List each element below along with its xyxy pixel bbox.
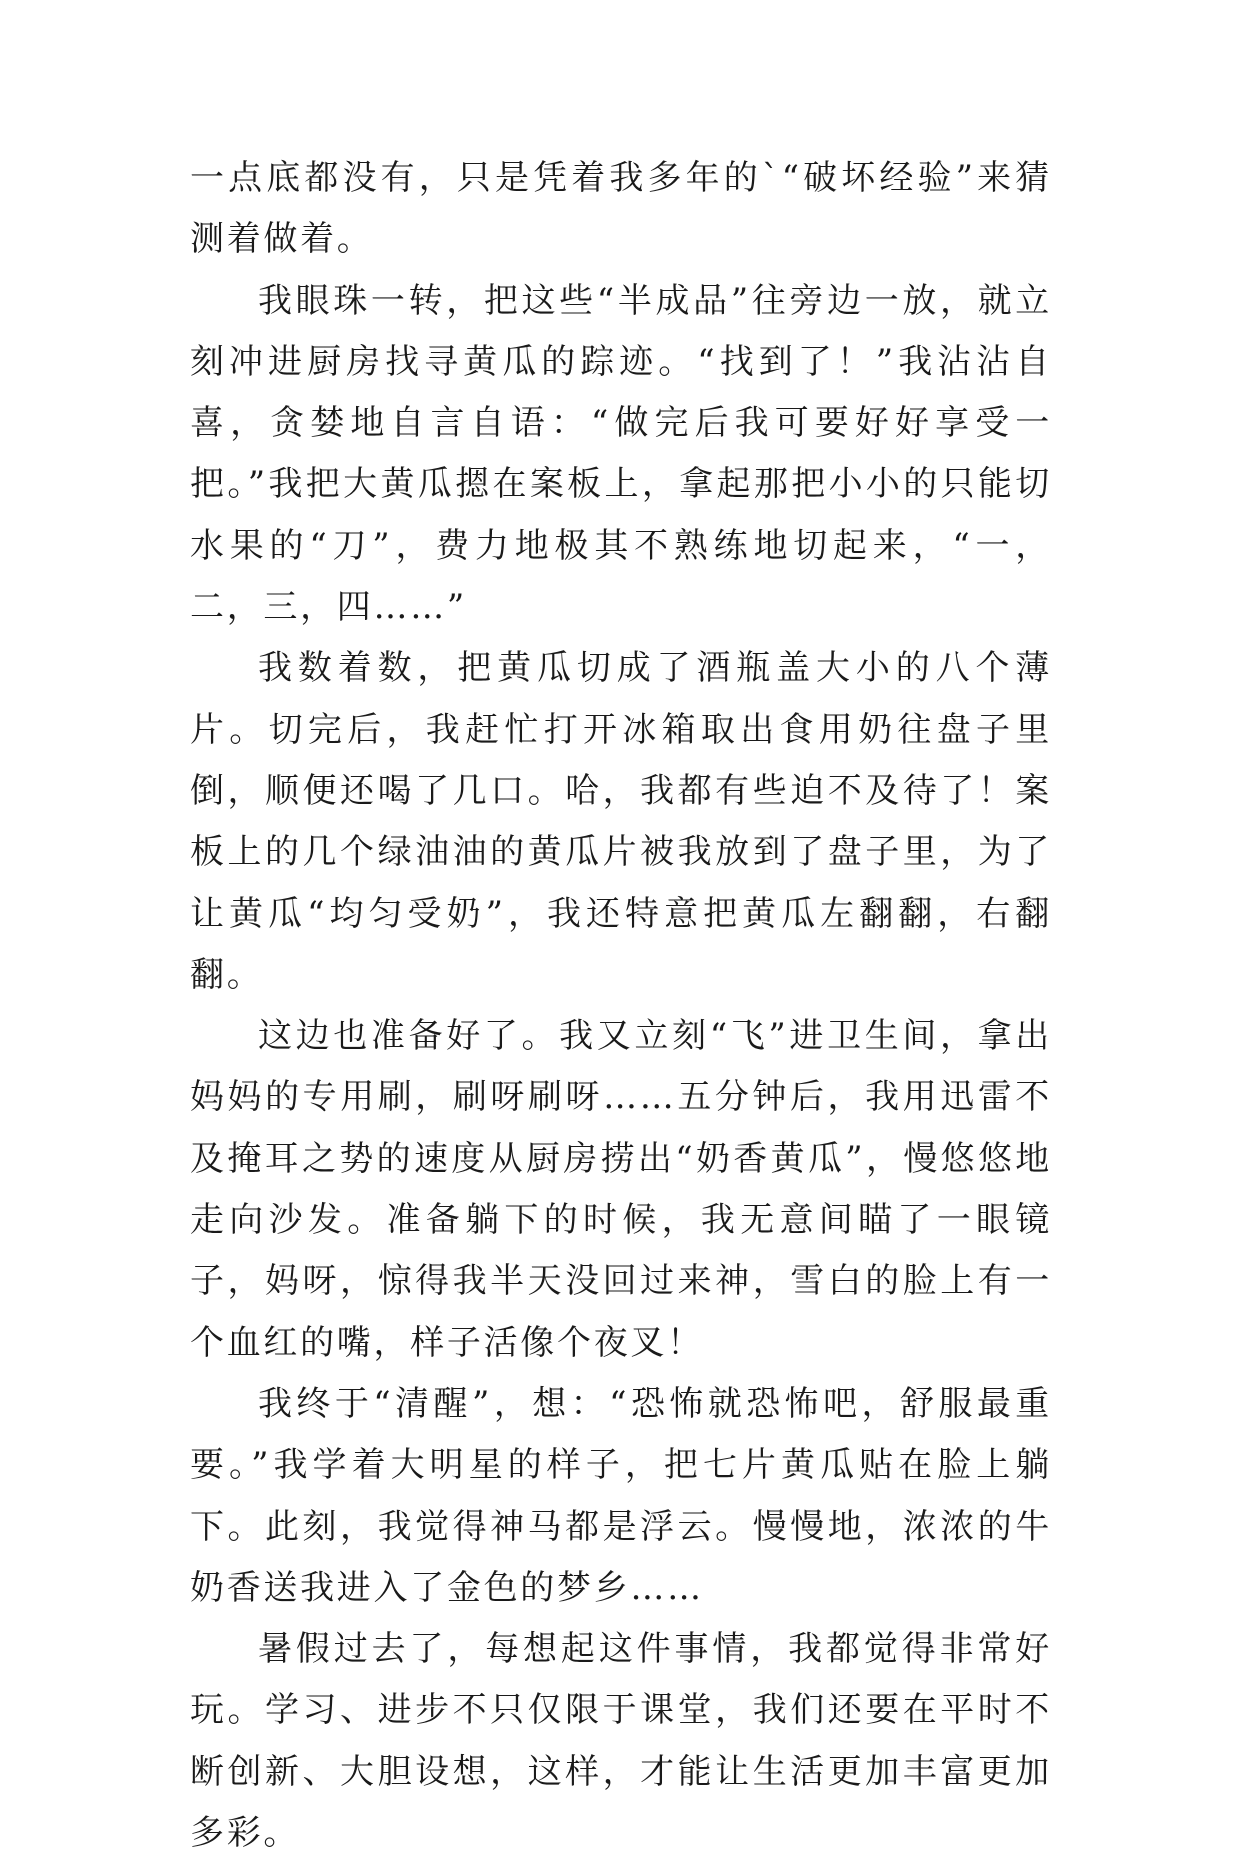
paragraph: 暑假过去了，每想起这件事情，我都觉得非常好玩。学习、进步不只仅限于课堂，我们还要在平时不断创新、大胆设想，这样，才能让生活更加丰富更加多彩。 — [190, 1629, 1052, 1854]
paragraph-continued: 一点底都没有，只是凭着我多年的`“破坏经验”来猜测着做着。 — [190, 158, 1052, 260]
paragraph: 我数着数，把黄瓜切成了酒瓶盖大小的八个薄片。切完后，我赶忙打开冰箱取出食用奶往盘子里倒，顺便还喝了几口。哈，我都有些迫不及待了！案板上的几个绿油油的黄瓜片被我放到了盘子里，为了让黄瓜“均匀受奶”，我还特意把黄瓜左翻翻，右翻翻。 — [190, 648, 1052, 995]
paragraph: 我终于“清醒”，想：“恐怖就恐怖吧，舒服最重要。”我学着大明星的样子，把七片黄瓜贴在脸上躺下。此刻，我觉得神马都是浮云。慢慢地，浓浓的牛奶香送我进入了金色的梦乡…… — [190, 1383, 1052, 1608]
paragraph: 我眼珠一转，把这些“半成品”往旁边一放，就立刻冲进厨房找寻黄瓜的踪迹。“找到了！”我沾沾自喜，贪婪地自言自语：“做完后我可要好好享受一把。”我把大黄瓜摁在案板上，拿起那把小小的只能切水果的“刀”，费力地极其不熟练地切起来，“一，二，三，四……” — [190, 280, 1052, 628]
document-body — [190, 148, 1052, 1864]
paragraph: 这边也准备好了。我又立刻“飞”进卫生间，拿出妈妈的专用刷，刷呀刷呀……五分钟后，我用迅雷不及掩耳之势的速度从厨房捞出“奶香黄瓜”，慢悠悠地走向沙发。准备躺下的时候，我无意间瞄了一眼镜子，妈呀，惊得我半天没回过来神，雪白的脸上有一个血红的嘴，样子活像个夜叉！ — [190, 1016, 1052, 1363]
